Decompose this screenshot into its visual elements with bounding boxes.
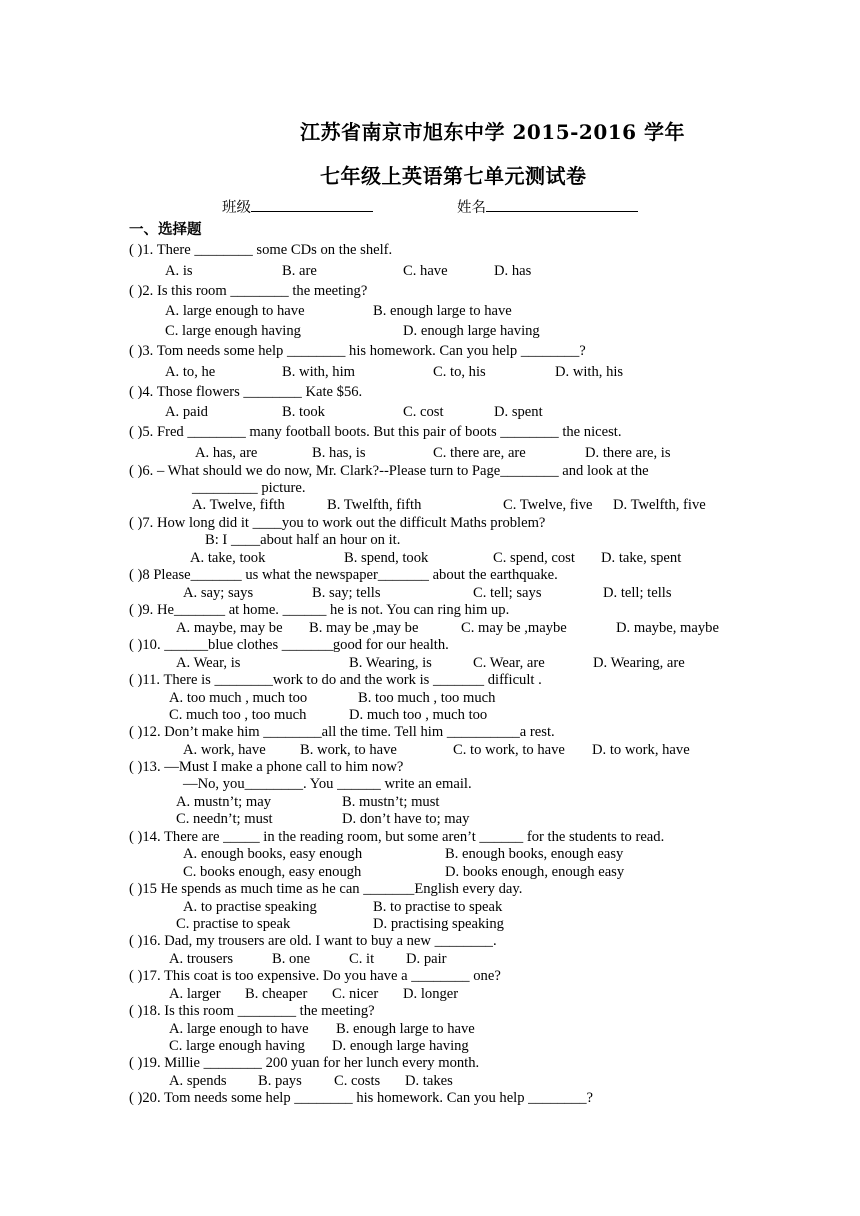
option-a: A. to practise speaking: [183, 899, 317, 915]
option-a: A. large enough to have: [165, 303, 305, 319]
option-a: A. is: [165, 263, 193, 279]
option-a: A. maybe, may be: [176, 620, 283, 636]
option-b: B. too much , too much: [358, 690, 496, 706]
option-b: B. to practise to speak: [373, 899, 503, 915]
option-a: A. take, took: [190, 550, 266, 566]
question-stem-continued: _________ picture.: [192, 480, 306, 496]
name-field: [457, 196, 638, 217]
question-stem: ( )3. Tom needs some help ________ his homework. Can you help ________?: [129, 343, 586, 359]
question-stem: ( )9. He_______ at home. ______ he is not. You can ring him up.: [129, 602, 510, 618]
question-stem: ( )15 He spends as much time as he can _______English every day.: [129, 881, 523, 897]
option-c: C. large enough having: [165, 323, 301, 339]
option-b: B. with, him: [282, 364, 355, 380]
option-a: A. Wear, is: [176, 655, 241, 671]
class-field: [222, 196, 373, 217]
option-b: B. may be ,may be: [309, 620, 419, 636]
option-a: A. larger: [169, 986, 221, 1002]
option-c: C. tell; says: [473, 585, 542, 601]
option-c: C. practise to speak: [176, 916, 291, 932]
option-a: A. work, have: [183, 742, 266, 758]
option-d: D. pair: [406, 951, 447, 967]
option-b: B. Wearing, is: [349, 655, 432, 671]
option-a: A. Twelve, fifth: [192, 497, 285, 513]
option-b: B. enough books, enough easy: [445, 846, 624, 862]
option-d: D. maybe, maybe: [616, 620, 719, 636]
option-a: A. to, he: [165, 364, 216, 380]
option-b: B. cheaper: [245, 986, 308, 1002]
option-b: B. took: [282, 404, 325, 420]
option-b: B. say; tells: [312, 585, 381, 601]
option-a: A. trousers: [169, 951, 234, 967]
option-b: B. spend, took: [344, 550, 429, 566]
option-b: B. enough large to have: [373, 303, 512, 319]
class-blank: [251, 197, 373, 212]
option-d: D. enough large having: [332, 1038, 469, 1054]
option-d: D. Twelfth, five: [613, 497, 706, 513]
question-stem: ( )13. —Must I make a phone call to him now?: [129, 759, 404, 775]
option-d: D. takes: [405, 1073, 453, 1089]
section-heading: 一、选择题: [129, 222, 202, 238]
question-stem: ( )7. How long did it ____you to work out the difficult Maths problem?: [129, 515, 546, 531]
option-c: C. much too , too much: [169, 707, 307, 723]
option-d: D. practising speaking: [373, 916, 504, 932]
name-label: 姓名: [457, 200, 486, 216]
option-c: C. may be ,maybe: [461, 620, 567, 636]
question-stem: ( )11. There is ________work to do and the work is _______ difficult .: [129, 672, 542, 688]
option-c: C. large enough having: [169, 1038, 305, 1054]
name-blank: [486, 197, 638, 212]
question-stem: ( )4. Those flowers ________ Kate $56.: [129, 384, 363, 400]
option-c: C. books enough, easy enough: [183, 864, 362, 880]
question-stem: ( )2. Is this room ________ the meeting?: [129, 283, 368, 299]
option-d: D. longer: [403, 986, 459, 1002]
question-stem: ( )5. Fred ________ many football boots. But this pair of boots ________ the nicest.: [129, 424, 622, 440]
question-stem: ( )1. There ________ some CDs on the shelf.: [129, 242, 393, 258]
question-stem: ( )20. Tom needs some help ________ his homework. Can you help ________?: [129, 1090, 594, 1106]
option-d: D. books enough, enough easy: [445, 864, 625, 880]
option-d: D. enough large having: [403, 323, 540, 339]
option-c: C. nicer: [332, 986, 379, 1002]
question-stem: ( )19. Millie ________ 200 yuan for her lunch every month.: [129, 1055, 480, 1071]
option-d: D. tell; tells: [603, 585, 672, 601]
option-d: D. much too , much too: [349, 707, 488, 723]
option-c: C. cost: [403, 404, 444, 420]
option-b: B. mustn’t; must: [342, 794, 440, 810]
exam-title-school: 江苏省南京市旭东中学 2015-2016 学年: [300, 120, 686, 144]
question-stem-continued: B: I ____about half an hour on it.: [205, 532, 401, 548]
option-c: C. there are, are: [433, 445, 526, 461]
question-stem: ( )8 Please_______ us what the newspaper_______ about the earthquake.: [129, 567, 558, 583]
option-a: A. too much , much too: [169, 690, 308, 706]
option-a: A. paid: [165, 404, 208, 420]
option-d: D. Wearing, are: [593, 655, 685, 671]
option-d: D. there are, is: [585, 445, 671, 461]
option-c: C. it: [349, 951, 375, 967]
question-stem: ( )16. Dad, my trousers are old. I want to buy a new ________.: [129, 933, 497, 949]
option-b: B. Twelfth, fifth: [327, 497, 422, 513]
option-b: B. are: [282, 263, 317, 279]
option-d: D. spent: [494, 404, 543, 420]
question-stem: ( )14. There are _____ in the reading room, but some aren’t ______ for the students to read.: [129, 829, 665, 845]
option-c: C. to work, to have: [453, 742, 565, 758]
question-stem: ( )6. – What should we do now, Mr. Clark?--Please turn to Page________ and look at the: [129, 463, 649, 479]
option-c: C. Twelve, five: [503, 497, 593, 513]
exam-title-unit: 七年级上英语第七单元测试卷: [320, 164, 587, 188]
question-stem: ( )17. This coat is too expensive. Do you have a ________ one?: [129, 968, 501, 984]
option-a: A. spends: [169, 1073, 227, 1089]
option-c: C. costs: [334, 1073, 381, 1089]
option-d: D. don’t have to; may: [342, 811, 470, 827]
option-c: C. Wear, are: [473, 655, 545, 671]
option-a: A. mustn’t; may: [176, 794, 271, 810]
option-c: C. to, his: [433, 364, 486, 380]
option-b: B. pays: [258, 1073, 302, 1089]
option-a: A. has, are: [195, 445, 258, 461]
option-c: C. needn’t; must: [176, 811, 273, 827]
option-a: A. enough books, easy enough: [183, 846, 363, 862]
class-label: 班级: [222, 200, 251, 216]
option-d: D. has: [494, 263, 532, 279]
option-b: B. one: [272, 951, 311, 967]
option-b: B. work, to have: [300, 742, 397, 758]
question-stem: ( )18. Is this room ________ the meeting?: [129, 1003, 375, 1019]
question-stem-continued: —No, you________. You ______ write an email.: [183, 776, 472, 792]
option-a: A. say; says: [183, 585, 254, 601]
option-d: D. take, spent: [601, 550, 682, 566]
option-c: C. have: [403, 263, 448, 279]
option-a: A. large enough to have: [169, 1021, 309, 1037]
option-d: D. with, his: [555, 364, 624, 380]
question-stem: ( )10. ______blue clothes _______good for our health.: [129, 637, 449, 653]
option-b: B. has, is: [312, 445, 366, 461]
option-b: B. enough large to have: [336, 1021, 475, 1037]
question-stem: ( )12. Don’t make him ________all the time. Tell him __________a rest.: [129, 724, 555, 740]
option-d: D. to work, have: [592, 742, 690, 758]
option-c: C. spend, cost: [493, 550, 575, 566]
